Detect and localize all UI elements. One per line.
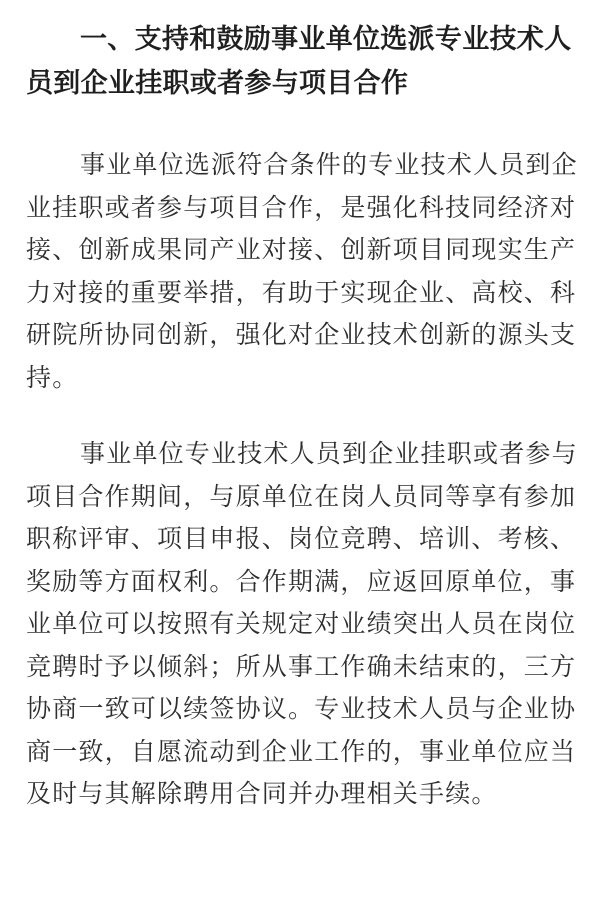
- section-heading: 一、支持和鼓励事业单位选派专业技术人员到企业挂职或者参与项目合作: [26, 24, 572, 99]
- paragraph-2: 事业单位专业技术人员到企业挂职或者参与项目合作期间，与原单位在岗人员同等享有参加职称评审、项目申报、岗位竞聘、培训、考核、奖励等方面权利。合作期满，应返回原单位，事业单位可以按照有关规定对业绩突出人员在岗位竞聘时予以倾斜；所从事工作确未结束的，三方协商一致可以续签协议。专业技术人员与企业协商一致，自愿流动到企业工作的，事业单位应当及时与其解除聘用合同并办理相关手续。: [26, 439, 578, 808]
- paragraph-1: 事业单位选派符合条件的专业技术人员到企业挂职或者参与项目合作，是强化科技同经济对接、创新成果同产业对接、创新项目同现实生产力对接的重要举措，有助于实现企业、高校、科研院所协同创新，强化对企业技术创新的源头支持。: [26, 150, 578, 392]
